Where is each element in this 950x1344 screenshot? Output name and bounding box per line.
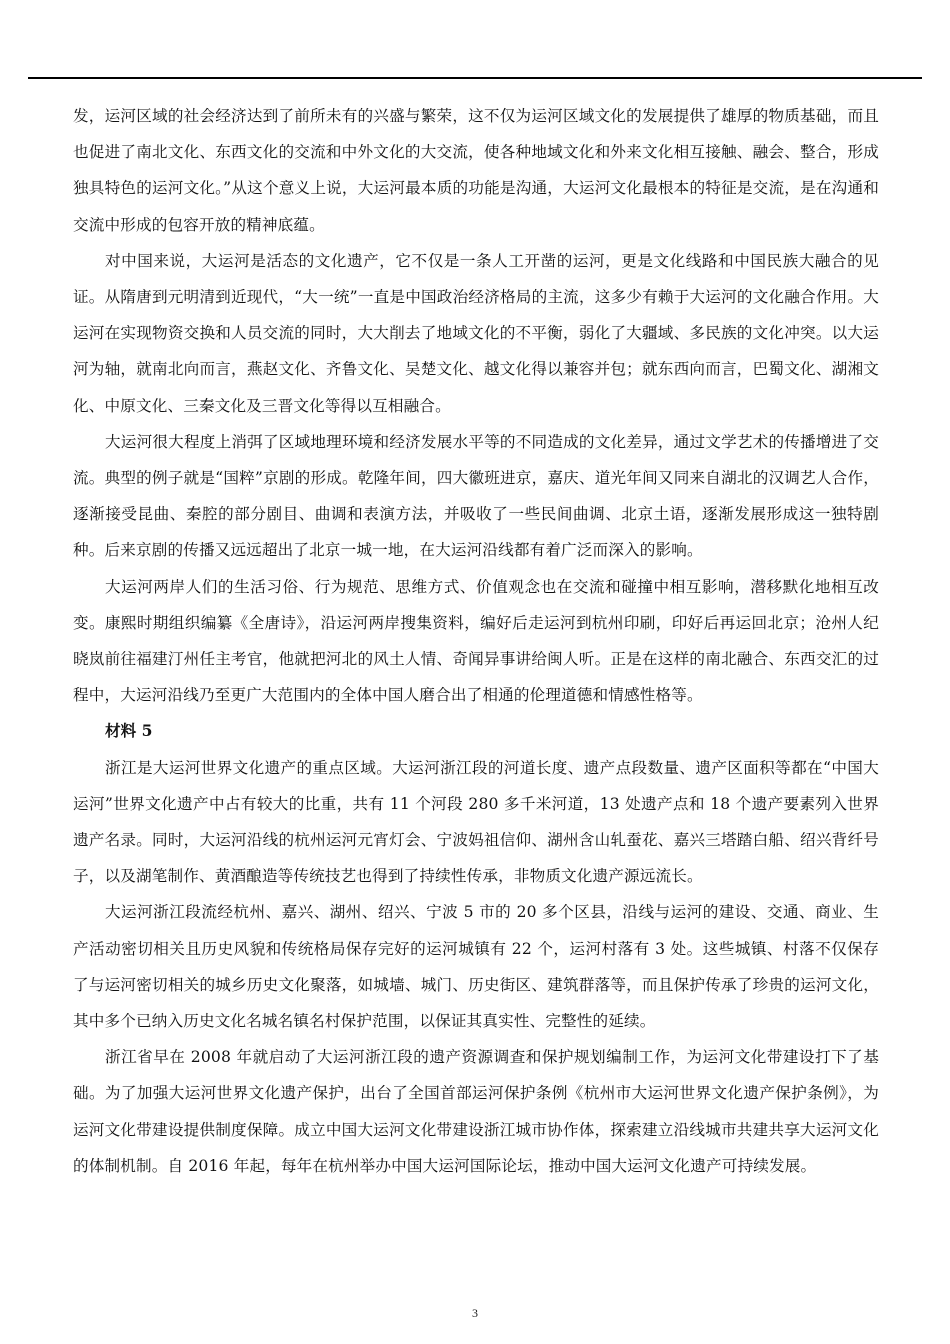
paragraph-zhejiang-towns: 大运河浙江段流经杭州、嘉兴、湖州、绍兴、宁波 5 市的 20 多个区县，沿线与运河的建设、交通、商业、生产活动密切相关且历史风貌和传统格局保存完好的运河城镇有 22 个，运河村落有 3 处。这些城镇、村落不仅保存了与运河密切相关的城乡历史文化聚落，如城墙、城门、历史街区、建筑群落等，而且保护传承了珍贵的运河文化，其中多个已纳入历史文化名城名镇名村保护范围，以保证其真实性、完整性的延续。 bbox=[73, 903, 879, 1031]
page-number: 3 bbox=[472, 1306, 478, 1320]
paragraph-customs-exchange: 大运河两岸人们的生活习俗、行为规范、思维方式、价值观念也在交流和碰撞中相互影响，潜移默化地相互改变。康熙时期组织编纂《全唐诗》，沿运河两岸搜集资料，编好后走运河到杭州印刷，印好后再运回北京；沧州人纪晓岚前往福建汀州任主考官，他就把河北的风土人情、奇闻异事讲给闽人听。正是在这样的南北融合、东西交汇的过程中，大运河沿线乃至更广大范围内的全体中国人磨合出了相通的伦理道德和情感性格等。 bbox=[73, 577, 879, 705]
paragraph-zhejiang-heritage: 浙江是大运河世界文化遗产的重点区域。大运河浙江段的河道长度、遗产点段数量、遗产区面积等都在“中国大运河”世界文化遗产中占有较大的比重，共有 11 个河段 280 多千米河道，13 处遗产点和 18 个遗产要素列入世界遗产名录。同时，大运河沿线的杭州运河元宵灯会、宁波妈祖信仰、湖州含山轧蚕花、嘉兴三塔踏白船、绍兴背纤号子，以及湖笔制作、黄酒酿造等传统技艺也得到了持续性传承，非物质文化遗产源远流长。 bbox=[73, 758, 879, 886]
paragraph-zhejiang-protection: 浙江省早在 2008 年就启动了大运河浙江段的遗产资源调查和保护规划编制工作，为运河文化带建设打下了基础。为了加强大运河世界文化遗产保护，出台了全国首部运河保护条例《杭州市大运河世界文化遗产保护条例》，为运河文化带建设提供制度保障。成立中国大运河文化带建设浙江城市协作体，探索建立沿线城市共建共享大运河文化的体制机制。自 2016 年起，每年在杭州举办中国大运河国际论坛，推动中国大运河文化遗产可持续发展。 bbox=[73, 1048, 879, 1175]
section-heading-material-5: 材料 5 bbox=[105, 721, 153, 741]
paragraph-continuation: 发，运河区域的社会经济达到了前所未有的兴盛与繁荣，这不仅为运河区域文化的发展提供了雄厚的物质基础，而且也促进了南北文化、东西文化的交流和中外文化的大交流，使各种地域文化和外来文化相互接触、融会、整合，形成独具特色的运河文化。”从这个意义上说，大运河最本质的功能是沟通，大运河文化最根本的特征是交流，是在沟通和交流中形成的包容开放的精神底蕴。 bbox=[73, 107, 879, 234]
paragraph-peking-opera: 大运河很大程度上消弭了区域地理环境和经济发展水平等的不同造成的文化差异，通过文学艺术的传播增进了交流。典型的例子就是“国粹”京剧的形成。乾隆年间，四大徽班进京，嘉庆、道光年间又同来自湖北的汉调艺人合作，逐渐接受昆曲、秦腔的部分剧目、曲调和表演方法，并吸收了一些民间曲调、北京土语，逐渐发展形成这一独特剧种。后来京剧的传播又远远超出了北京一城一地，在大运河沿线都有着广泛而深入的影响。 bbox=[73, 432, 879, 560]
document-body bbox=[73, 98, 879, 1184]
header-rule bbox=[28, 77, 922, 79]
paragraph-cultural-heritage: 对中国来说，大运河是活态的文化遗产，它不仅是一条人工开凿的运河，更是文化线路和中国民族大融合的见证。从隋唐到元明清到近现代，“大一统”一直是中国政治经济格局的主流，这多少有赖于大运河的文化融合作用。大运河在实现物资交换和人员交流的同时，大大削去了地域文化的不平衡，弱化了大疆域、多民族的文化冲突。以大运河为轴，就南北向而言，燕赵文化、齐鲁文化、吴楚文化、越文化得以兼容并包；就东西向而言，巴蜀文化、湖湘文化、中原文化、三秦文化及三晋文化等得以互相融合。 bbox=[73, 251, 879, 415]
